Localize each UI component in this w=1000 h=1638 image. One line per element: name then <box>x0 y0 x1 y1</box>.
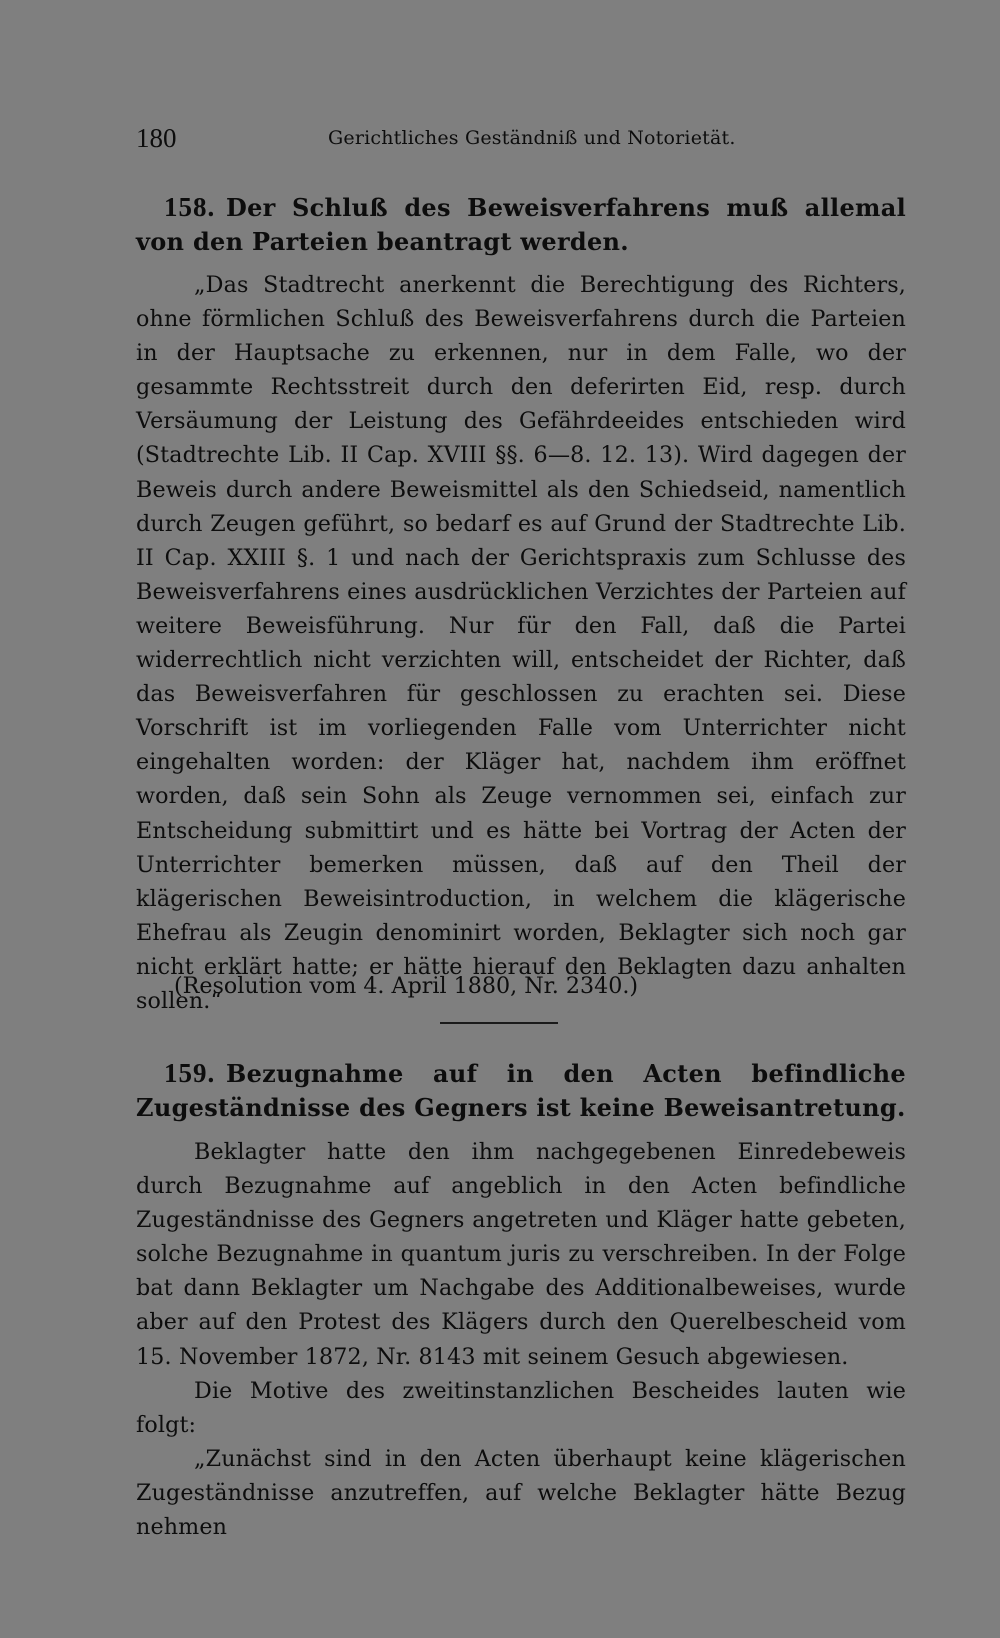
section-159-paragraph-2: Die Motive des zweitinstanzlichen Bescheides lauten wie folgt: <box>136 1377 906 1438</box>
section-divider <box>440 1022 558 1024</box>
section-159-paragraph-3: „Zunächst sind in den Acten überhaupt keine klägerischen Zugeständnisse anzutreffen, auf welche Beklagter hätte Bezug nehmen <box>136 1445 906 1541</box>
section-158-heading <box>136 190 906 259</box>
section-158-title: Der Schluß des Beweisverfahrens muß allemal von den Parteien beantragt werden. <box>136 193 906 256</box>
section-159-title: Bezugnahme auf in den Acten befindliche Zugeständnisse des Gegners ist keine Beweisantretung. <box>136 1059 906 1122</box>
section-158-number: 158. <box>164 192 216 222</box>
section-159-paragraph-1: Beklagter hatte den ihm nachgegebenen Einredebeweis durch Bezugnahme auf angeblich in den Acten befindliche Zugeständnisse des Gegners angetreten und Kläger hatte gebeten, solche Bezugnahme in quantum juris zu verschreiben. In der Folge bat dann Beklagter um Nachgabe des Additionalbeweises, wurde aber auf den Protest des Klägers durch den Querelbescheid vom 15. November 1872, Nr. 8143 mit seinem Gesuch abgewiesen. <box>136 1139 906 1370</box>
running-title: Gerichtliches Geständniß und Notorietät. <box>328 127 736 149</box>
section-159-heading <box>136 1056 906 1125</box>
section-159-body <box>136 1135 906 1544</box>
running-head <box>136 118 906 158</box>
section-158-resolution: (Resolution vom 4. April 1880, Nr. 2340.) <box>174 973 639 999</box>
section-159-number: 159. <box>164 1058 216 1088</box>
section-158-paragraph: „Das Stadtrecht anerkennt die Berechtigung des Richters, ohne förmlichen Schluß des Beweisverfahrens durch die Parteien in der Hauptsache zu erkennen, nur in dem Falle, wo der gesammte Rechtsstreit durch den deferirten Eid, resp. durch Versäumung der Leistung des Gefährdeeides entschieden wird (Stadtrechte Lib. II Cap. XVIII §§. 6—8. 12. 13). Wird dagegen der Beweis durch andere Beweismittel als den Schiedseid, namentlich durch Zeugen geführt, so bedarf es auf Grund der Stadtrechte Lib. II Cap. XXIII §. 1 und nach der Gerichtspraxis zum Schlusse des Beweisverfahrens eines ausdrücklichen Verzichtes der Parteien auf weitere Beweisführung. Nur für den Fall, daß die Partei widerrechtlich nicht verzichten will, entscheidet der Richter, daß das Beweisverfahren für geschlossen zu erachten sei. Diese Vorschrift ist im vorliegenden Falle vom Unterrichter nicht eingehalten worden: der Kläger hat, nachdem ihm eröffnet worden, daß sein Sohn als Zeuge vernommen sei, einfach zur Entscheidung submittirt und es hätte bei Vortrag der Acten der Unterrichter bemerken müssen, daß auf den Theil der klägerischen Beweisintroduction, in welchem die klägerische Ehefrau als Zeugin denominirt worden, Beklagter sich noch gar nicht erklärt hatte; er hätte hierauf den Beklagten dazu anhalten sollen.“ <box>136 272 906 1014</box>
section-158-body <box>136 268 906 1018</box>
page-number: 180 <box>136 123 177 153</box>
